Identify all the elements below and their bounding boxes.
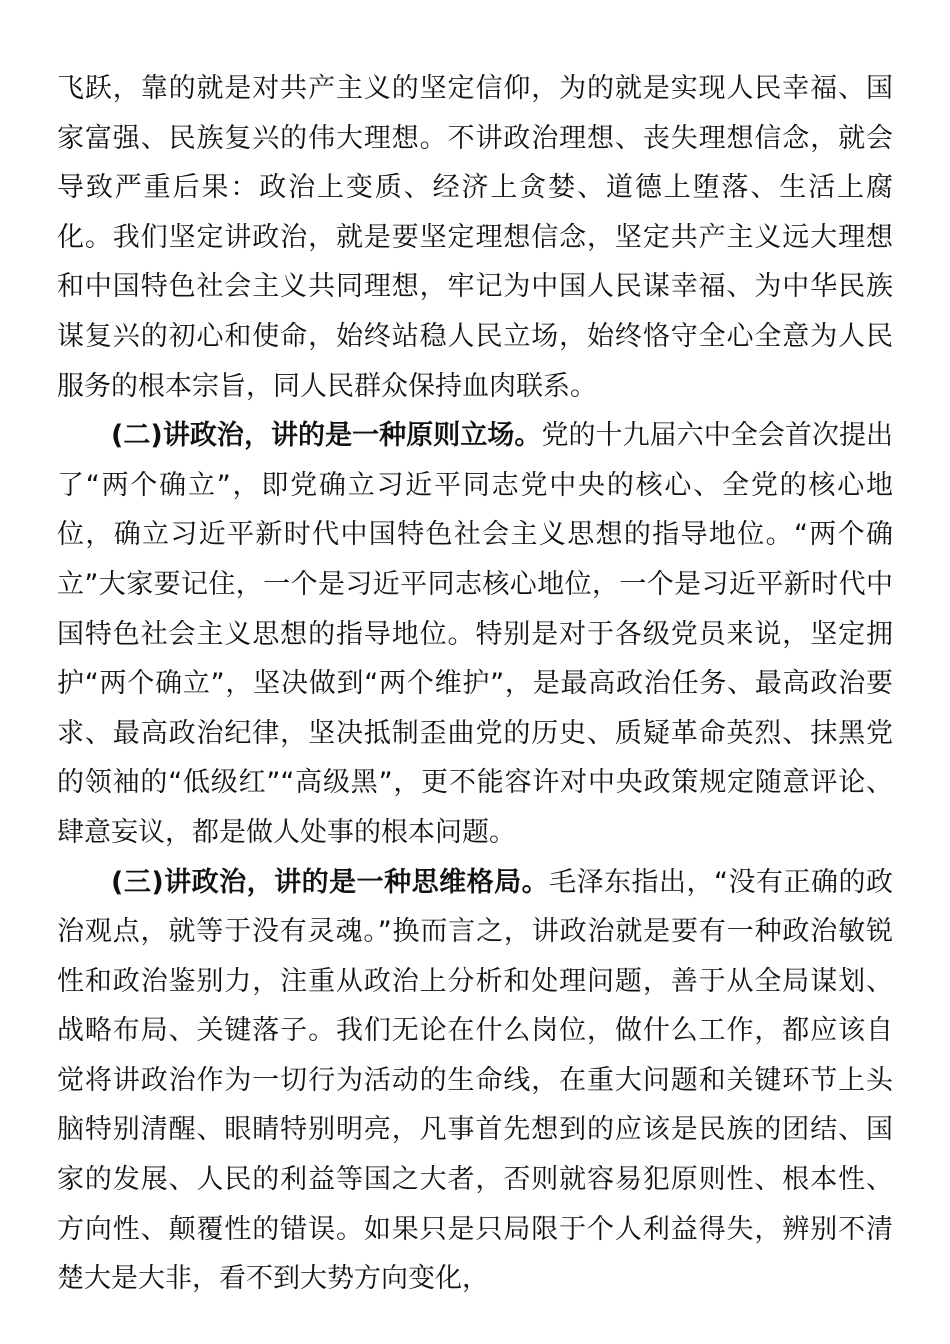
paragraph-text: 党的十九届六中全会首次提出了“两个确立”，即党确立习近平同志党中央的核心、全党的核心地位，确立习近平新时代中国特色社会主义思想的指导地位。“两个确立”大家要记住，一个是习近平同志核心地位，一个是习近平新时代中国特色社会主义思想的指导地位。特别是对于各级党员来说，坚定拥护“两个确立”，坚决做到“两个维护”，是最高政治任务、最高政治要求、最高政治纪律，坚决抵制歪曲党的历史、质疑革命英烈、抹黑党的领袖的“低级红”“高级黑”，更不能容许对中央政策规定随意评论、肆意妄议，都是做人处事的根本问题。 <box>57 420 893 848</box>
section-heading: (三)讲政治，讲的是一种思维格局。 <box>111 866 550 898</box>
section-heading: (二)讲政治，讲的是一种原则立场。 <box>111 420 542 452</box>
document-page <box>57 64 893 1304</box>
paragraph-text: 飞跃，靠的就是对共产主义的坚定信仰，为的就是实现人民幸福、国家富强、民族复兴的伟大理想。不讲政治理想、丧失理想信念，就会导致严重后果：政治上变质、经济上贪婪、道德上堕落、生活上腐化。我们坚定讲政治，就是要坚定理想信念，坚定共产主义远大理想和中国特色社会主义共同理想，牢记为中国人民谋幸福、为中华民族谋复兴的初心和使命，始终站稳人民立场，始终恪守全心全意为人民服务的根本宗旨，同人民群众保持血肉联系。 <box>57 73 893 402</box>
paragraph-text: 毛泽东指出，“没有正确的政治观点，就等于没有灵魂。”换而言之，讲政治就是要有一种政治敏锐性和政治鉴别力，注重从政治上分析和处理问题，善于从全局谋划、战略布局、关键落子。我们无论在什么岗位，做什么工作，都应该自觉将讲政治作为一切行为活动的生命线，在重大问题和关键环节上头脑特别清醒、眼睛特别明亮，凡事首先想到的应该是民族的团结、国家的发展、人民的利益等国之大者，否则就容易犯原则性、根本性、方向性、颠覆性的错误。如果只是只局限于个人利益得失，辨别不清楚大是大非，看不到大势方向变化， <box>57 866 893 1295</box>
paragraph-section-2 <box>57 411 893 857</box>
paragraph-continuation <box>57 64 893 411</box>
paragraph-section-3 <box>57 858 893 1304</box>
